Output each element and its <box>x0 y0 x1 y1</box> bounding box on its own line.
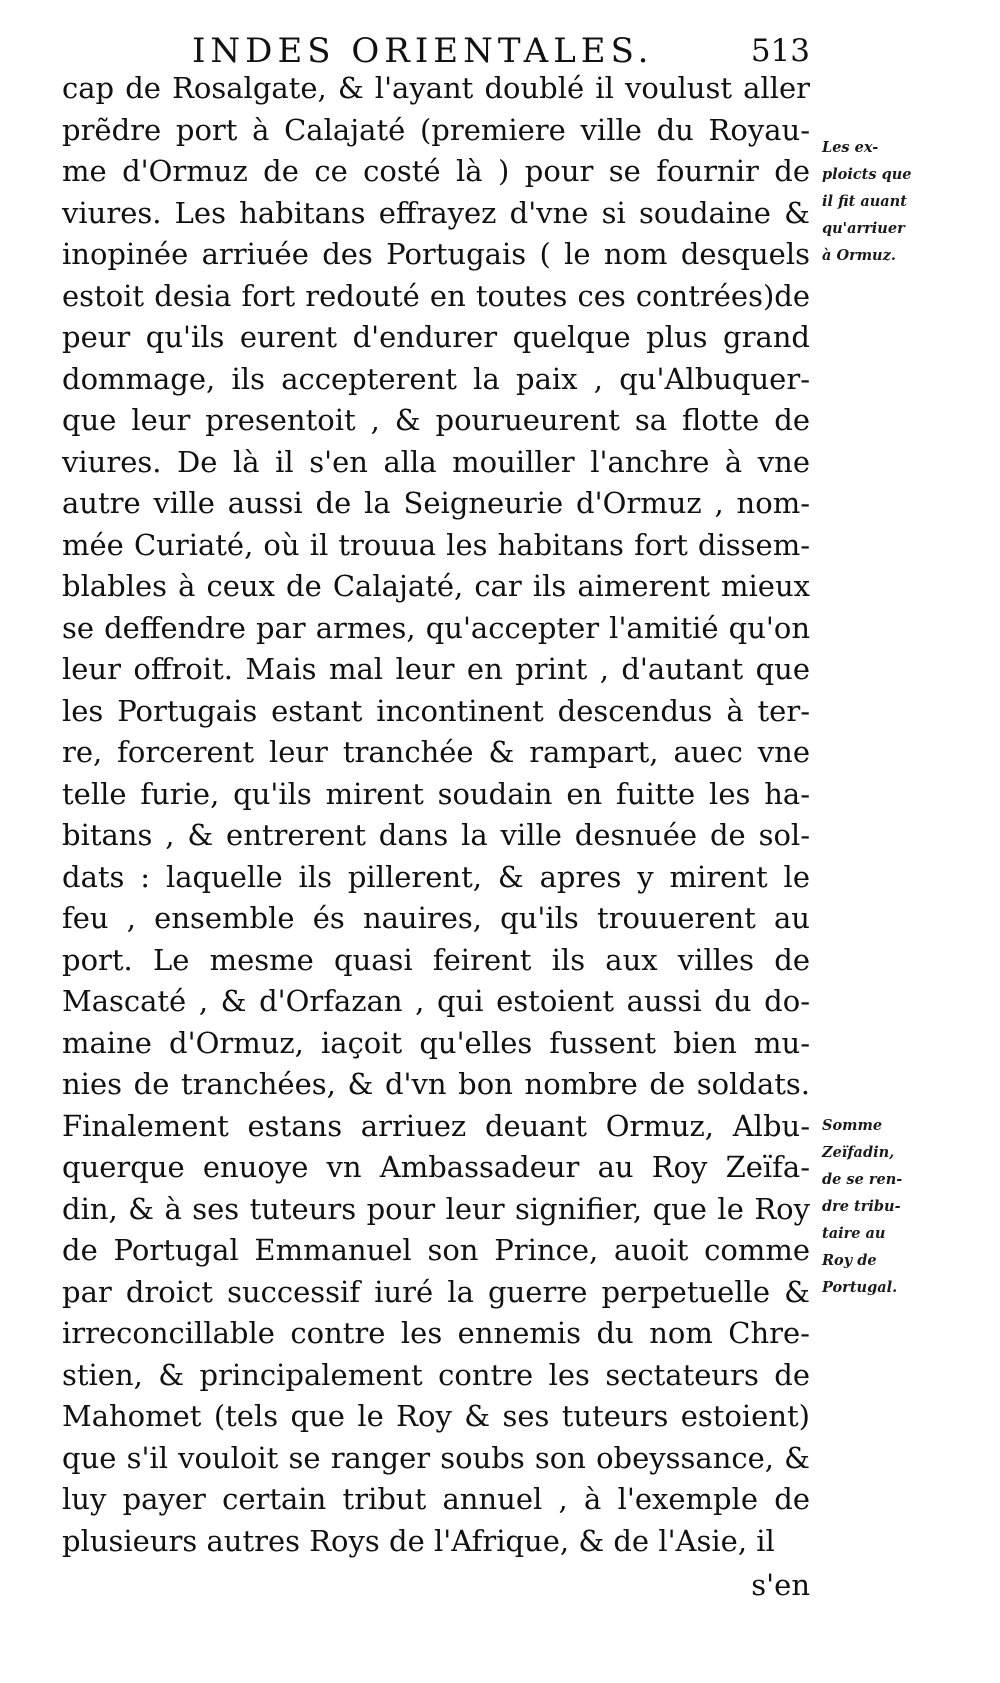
text-line: blables à ceux de Calajaté, car ils aimerent mieux <box>62 569 810 603</box>
text-line: les Portugais estant incontinent descendus à ter- <box>62 693 810 728</box>
page-number: 513 <box>750 33 810 69</box>
text-line: luy payer certain tribut annuel , à l'exemple de <box>62 1482 810 1516</box>
margin-note-line: qu'arriuer <box>822 220 905 237</box>
text-line: dats : laquelle ils pillerent, & apres y mirent le <box>62 859 810 894</box>
text-line: inopinée arriuée des Portugais ( le nom desquels <box>62 237 810 271</box>
text-line: bitans , & entrerent dans la ville desnuée de sol- <box>62 818 810 852</box>
margin-note-exploits <box>822 134 940 269</box>
running-title: INDES ORIENTALES. <box>192 31 654 71</box>
margin-note-line: Roy de <box>822 1252 877 1269</box>
text-line: nies de tranchées, & d'vn bon nombre de soldats. <box>62 1067 810 1101</box>
text-line: estoit desia fort redouté en toutes ces contrées)de <box>62 278 810 313</box>
text-line: telle furie, qu'ils mirent soudain en fuitte les ha- <box>62 776 810 811</box>
text-line: irreconcillable contre les ennemis du nom Chre- <box>62 1316 810 1350</box>
text-line: dommage, ils accepterent la paix , qu'Albuquer- <box>62 361 810 396</box>
text-line: cap de Rosalgate, & l'ayant doublé il voulust aller <box>62 71 810 105</box>
margin-note-line: il fit auant <box>822 193 907 210</box>
text-line: querque enuoye vn Ambassadeur au Roy Zeïfa- <box>62 1150 810 1184</box>
text-line: mée Curiaté, où il trouua les habitans fort dissem- <box>62 527 810 562</box>
text-line: re, forcerent leur tranchée & rampart, auec vne <box>62 735 810 769</box>
catchword: s'en <box>751 1568 810 1602</box>
text-line: maine d'Ormuz, iaçoit qu'elles fussent bien mu- <box>62 1025 810 1060</box>
margin-note-line: Portugal. <box>822 1279 898 1296</box>
margin-note-zeifadin <box>822 1112 940 1301</box>
margin-note-line: Somme <box>822 1117 883 1134</box>
text-line: Mahomet (tels que le Roy & ses tuteurs estoient) <box>62 1399 810 1433</box>
text-line: par droict successif iuré la guerre perpetuelle & <box>62 1274 810 1309</box>
running-head <box>62 30 810 72</box>
text-line: feu , ensemble és nauires, qu'ils trouuerent au <box>62 901 810 935</box>
text-line: me d'Ormuz de ce costé là ) pour se fournir de <box>62 154 810 188</box>
margin-note-line: Zeïfadin, <box>822 1144 895 1161</box>
body-text <box>62 68 810 1562</box>
margin-note-line: taire au <box>822 1225 886 1242</box>
margin-note-line: à Ormuz. <box>822 247 896 264</box>
text-line: se deffendre par armes, qu'accepter l'amitié qu'on <box>62 610 810 645</box>
margin-note-line: dre tribu- <box>822 1198 901 1215</box>
text-line: que s'il vouloit se ranger soubs son obeyssance, & <box>62 1440 810 1475</box>
text-line: Finalement estans arriuez deuant Ormuz, Albu- <box>62 1108 810 1143</box>
text-line: viures. Les habitans effrayez d'vne si soudaine & <box>62 195 810 230</box>
text-line: autre ville aussi de la Seigneurie d'Ormuz , nom- <box>62 486 810 520</box>
text-line: Mascaté , & d'Orfazan , qui estoient aussi du do- <box>62 984 810 1018</box>
text-line: stien, & principalement contre les sectateurs de <box>62 1357 810 1392</box>
margin-note-line: ploicts que <box>822 166 912 183</box>
margin-note-line: de se ren- <box>822 1171 903 1188</box>
text-line: que leur presentoit , & pourueurent sa flotte de <box>62 403 810 437</box>
text-line: prẽdre port à Calajaté (premiere ville du Royau- <box>62 112 810 147</box>
text-line: viures. De là il s'en alla mouiller l'anchre à vne <box>62 444 810 479</box>
text-line: peur qu'ils eurent d'endurer quelque plus grand <box>62 320 810 354</box>
text-line: de Portugal Emmanuel son Prince, auoit comme <box>62 1233 810 1267</box>
text-line: din, & à ses tuteurs pour leur signifier, que le Roy <box>62 1191 810 1226</box>
text-line: leur offroit. Mais mal leur en print , d'autant que <box>62 652 810 686</box>
text-line: port. Le mesme quasi feirent ils aux villes de <box>62 942 810 977</box>
text-line: plusieurs autres Roys de l'Afrique, & de l'Asie, il <box>62 1523 775 1558</box>
margin-note-line: Les ex- <box>822 139 879 156</box>
